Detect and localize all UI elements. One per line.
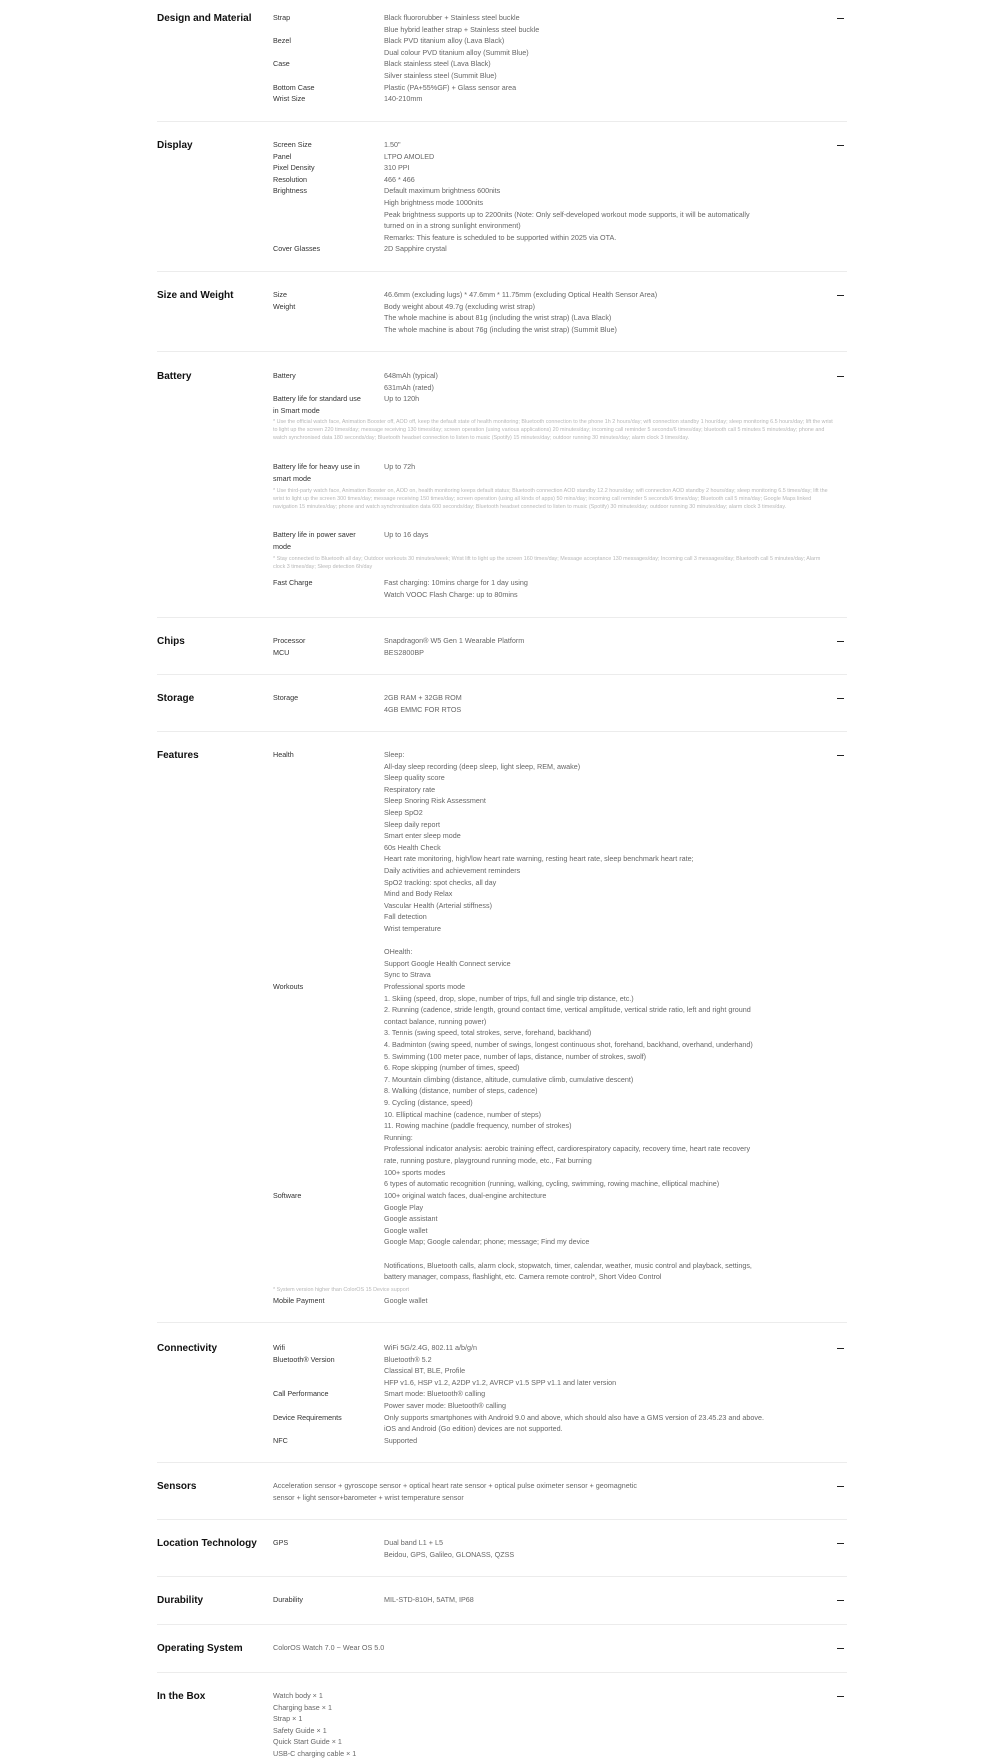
collapse-toggle-features[interactable] — [833, 749, 847, 762]
section-divider — [157, 271, 847, 272]
footnote-smart-mode: * Use the official watch face, Animation Booster off, AOD off, keep the default state of health monitoring; Bluetooth connection to the phone 1h 2 hours/day; wifi connection standby 1 hour/day; sleep monitoring 6.5 hours/day; lift the wrist to light up the screen 220 times/day; message receiving 130 times/day; screen operation (using various applications) 20 minutes/day; incoming call reminder 5 seconds/6 times/day; bluetooth call 5 minutes 5 minutes/day; phone and watch synchronised data 180 seconds/day; Bluetooth headset connection to listen to music (Spotify) 15 minutes/day; outdoor running 30 minutes/day; alarm clock 3 times/day. — [273, 419, 833, 442]
value-line: Silver stainless steel (Summit Blue) — [384, 70, 497, 80]
spec-value — [384, 185, 824, 243]
value-line: HFP v1.6, HSP v1.2, A2DP v1.2, AVRCP v1.5 SPP v1.1 and later version — [384, 1377, 617, 1387]
spec-value: Up to 72h — [384, 462, 416, 471]
section-title: Durability — [157, 1595, 204, 1606]
section-sensors — [157, 1480, 847, 1510]
section-title: Chips — [157, 636, 185, 647]
value-line: Google assistant — [384, 1214, 438, 1224]
spec-label: Processor — [273, 636, 306, 645]
value-line: 4GB EMMC FOR RTOS — [384, 704, 462, 714]
spec-value — [384, 12, 824, 35]
spec-value: 1.50" — [384, 140, 401, 149]
value-line: Wrist temperature — [384, 923, 441, 933]
spec-label: Software — [273, 1191, 302, 1200]
value-line: Watch VOOC Flash Charge: up to 80mins — [384, 589, 518, 599]
footnote-power-saver: * Stay connected to Bluetooth all day; Outdoor workouts 30 minutes/week; Wrist lift to light up the screen 160 times/day; Message acceptance 130 messages/day; Incoming call 3 messages/day; Bluetooth call 5 minutes/day; Alarm clock 3 times/day; Sleep detection 6h/day — [273, 556, 821, 571]
minus-icon — [837, 145, 844, 146]
value-line: Notifications, Bluetooth calls, alarm clock, stopwatch, timer, calendar, weather, music control and playback, settings, — [384, 1260, 752, 1270]
minus-icon — [837, 698, 844, 699]
spec-value: Snapdragon® W5 Gen 1 Wearable Platform — [384, 636, 525, 645]
value-line: Smart mode: Bluetooth® calling — [384, 1389, 486, 1399]
collapse-toggle-durability[interactable] — [833, 1594, 847, 1607]
minus-icon — [837, 376, 844, 377]
spec-value: ColorOS Watch 7.0 ~ Wear OS 5.0 — [273, 1643, 385, 1652]
value-line: Respiratory rate — [384, 784, 436, 794]
minus-icon — [837, 1348, 844, 1349]
section-title: Operating System — [157, 1643, 243, 1654]
value-line: Running: — [384, 1132, 413, 1142]
section-title: Features — [157, 750, 199, 761]
spec-label: Strap — [273, 13, 291, 22]
spec-value — [384, 577, 824, 600]
value-line: Smart enter sleep mode — [384, 831, 461, 841]
spec-value — [384, 692, 824, 715]
spec-value: LTPO AMOLED — [384, 151, 435, 161]
collapse-toggle-display[interactable] — [833, 139, 847, 152]
collapse-toggle-sensors[interactable] — [833, 1480, 847, 1493]
minus-icon — [837, 1486, 844, 1487]
section-connectivity — [157, 1342, 847, 1445]
value-line: High brightness mode 1000nits — [384, 197, 484, 207]
value-line: battery manager, compass, flashlight, etc. Camera remote control*, Short Video Control — [384, 1272, 662, 1282]
spec-label: Cover Glasses — [273, 244, 321, 254]
value-line: OHealth: — [384, 947, 413, 957]
label-line: Battery life for heavy use in — [273, 462, 360, 471]
minus-icon — [837, 295, 844, 296]
label-line: mode — [273, 541, 291, 551]
value-line: The whole machine is about 81g (including the wrist strap) (Lava Black) — [384, 313, 612, 323]
minus-icon — [837, 641, 844, 642]
value-line: Sleep daily report — [384, 819, 440, 829]
spec-label: Durability — [273, 1595, 303, 1604]
value-line: iOS and Android (Go edition) devices are not supported. — [384, 1424, 563, 1434]
collapse-toggle-location[interactable] — [833, 1537, 847, 1550]
section-storage — [157, 692, 847, 722]
spec-label: Case — [273, 59, 290, 69]
list-item: Safety Guide × 1 — [273, 1725, 327, 1735]
value-line: 5. Swimming (100 meter pace, number of laps, distance, number of strokes, swolf) — [384, 1051, 647, 1061]
spec-value: BES2800BP — [384, 647, 424, 657]
value-line: Beidou, GPS, Galileo, GLONASS, QZSS — [384, 1549, 515, 1559]
spec-label: Weight — [273, 301, 296, 311]
value-line: 7. Mountain climbing (distance, altitude, cumulative climb, cumulative descent) — [384, 1074, 634, 1084]
value-line: Acceleration sensor + gyroscope sensor + optical heart rate sensor + optical pulse oximeter sensor + geomagnetic — [273, 1481, 637, 1490]
section-divider — [157, 731, 847, 732]
spec-value — [384, 301, 824, 336]
spec-value — [384, 1537, 824, 1560]
spec-label: NFC — [273, 1435, 288, 1445]
collapse-toggle-connectivity[interactable] — [833, 1342, 847, 1355]
section-in-the-box — [157, 1690, 847, 1762]
minus-icon — [837, 18, 844, 19]
spec-value: 46.6mm (excluding lugs) * 47.6mm * 11.75mm (excluding Optical Health Sensor Area) — [384, 290, 658, 299]
spec-value: WiFi 5G/2.4G, 802.11 a/b/g/n — [384, 1343, 477, 1352]
spec-value: Google wallet — [384, 1296, 428, 1305]
section-divider — [157, 617, 847, 618]
spec-label: Bluetooth® Version — [273, 1354, 335, 1364]
spec-label: GPS — [273, 1538, 289, 1547]
spec-label: Workouts — [273, 982, 304, 991]
collapse-toggle-design[interactable] — [833, 12, 847, 25]
section-divider — [157, 1672, 847, 1673]
value-line: 10. Elliptical machine (cadence, number of steps) — [384, 1109, 542, 1119]
value-line: 100+ sports modes — [384, 1167, 446, 1177]
spec-label: Brightness — [273, 186, 307, 196]
value-line: Heart rate monitoring, high/low heart rate warning, resting heart rate, sleep benchmark heart rate; — [384, 854, 694, 864]
section-title: Location Technology — [157, 1538, 257, 1549]
spec-value: 140-210mm — [384, 94, 423, 104]
minus-icon — [837, 755, 844, 756]
spec-value — [384, 1388, 824, 1411]
value-line: Sleep: — [384, 750, 405, 759]
value-line: Mind and Body Relax — [384, 889, 453, 899]
value-line: sensor + light sensor+barometer + wrist temperature sensor — [273, 1492, 464, 1502]
value-line: Black PVD titanium alloy (Lava Black) — [384, 36, 505, 46]
value-line: 9. Cycling (distance, speed) — [384, 1097, 473, 1107]
minus-icon — [837, 1648, 844, 1649]
value-line: 4. Badminton (swing speed, number of swings, longest continuous shot, forehand, backhand, overhand, underhand) — [384, 1039, 753, 1049]
value-line: Blue hybrid leather strap + Stainless steel buckle — [384, 24, 540, 34]
section-divider — [157, 1519, 847, 1520]
section-divider — [157, 674, 847, 675]
spec-value: Up to 120h — [384, 394, 420, 404]
spec-value — [384, 58, 824, 81]
section-os — [157, 1642, 847, 1658]
value-line: Fast charging: 10mins charge for 1 day using — [384, 578, 528, 587]
value-line: Fall detection — [384, 912, 427, 922]
spec-label — [273, 461, 383, 484]
label-line: Battery life for standard use — [273, 394, 361, 404]
value-line: 6. Rope skipping (number of times, speed) — [384, 1063, 520, 1073]
spec-label: Wifi — [273, 1343, 285, 1352]
spec-label: Fast Charge — [273, 578, 313, 587]
spec-value — [384, 1190, 824, 1283]
spec-value — [384, 1354, 824, 1389]
value-line: 60s Health Check — [384, 842, 441, 852]
spec-value — [273, 1480, 693, 1503]
section-title: Display — [157, 140, 193, 151]
section-divider — [157, 1576, 847, 1577]
collapse-toggle-box[interactable] — [833, 1690, 847, 1703]
section-title: Sensors — [157, 1481, 197, 1492]
spec-label: MCU — [273, 647, 290, 657]
spec-value — [384, 981, 824, 1190]
section-location — [157, 1537, 847, 1567]
value-line: Professional indicator analysis: aerobic training effect, cardiorespiratory capacity, recovery time, heart rate recovery — [384, 1144, 751, 1154]
spec-label: Battery — [273, 371, 296, 380]
collapse-toggle-chips[interactable] — [833, 635, 847, 648]
collapse-toggle-storage[interactable] — [833, 692, 847, 705]
spec-label: Resolution — [273, 174, 307, 184]
label-line: smart mode — [273, 473, 311, 483]
value-line: Dual colour PVD titanium alloy (Summit Blue) — [384, 47, 529, 57]
value-line: Default maximum brightness 600nits — [384, 186, 501, 196]
list-item: Charging base × 1 — [273, 1702, 332, 1712]
collapse-toggle-size[interactable] — [833, 289, 847, 302]
spec-label: Size — [273, 290, 287, 299]
value-line: 8. Walking (distance, number of steps, cadence) — [384, 1086, 538, 1096]
spec-value — [384, 35, 824, 58]
value-line: 1. Skiing (speed, drop, slope, number of trips, full and single trip distance, etc.) — [384, 993, 634, 1003]
section-features — [157, 749, 847, 1309]
section-divider — [157, 1624, 847, 1625]
section-display — [157, 139, 847, 259]
footnote-software: * System version higher than ColorOS 15 Device support — [273, 1287, 410, 1293]
minus-icon — [837, 1600, 844, 1601]
spec-label: Health — [273, 750, 294, 759]
value-line: Professional sports mode — [384, 982, 466, 991]
section-divider — [157, 1462, 847, 1463]
value-line: Google Map; Google calendar; phone; message; Find my device — [384, 1237, 590, 1247]
value-line: 6 types of automatic recognition (running, walking, cycling, swimming, rowing machine, elliptical machine) — [384, 1179, 720, 1189]
value-line: Daily activities and achievement reminders — [384, 865, 521, 875]
spec-label: Pixel Density — [273, 163, 315, 173]
spec-label: Screen Size — [273, 140, 312, 149]
value-line: Support Google Health Connect service — [384, 958, 511, 968]
value-line: 2. Running (cadence, stride length, ground contact time, vertical amplitude, vertical stride ratio, left and right ground — [384, 1005, 751, 1015]
value-line: Sync to Strava — [384, 970, 431, 980]
section-title: Size and Weight — [157, 290, 234, 301]
value-line: contact balance, running power) — [384, 1016, 487, 1026]
value-line: Black fluororubber + Stainless steel buckle — [384, 13, 520, 22]
value-line: 2GB RAM + 32GB ROM — [384, 693, 462, 702]
list-item: Strap × 1 — [273, 1714, 303, 1724]
section-divider — [157, 121, 847, 122]
value-line: Sleep quality score — [384, 773, 445, 783]
spec-label: Bezel — [273, 36, 291, 46]
spec-label: Storage — [273, 693, 299, 702]
spec-value: Up to 16 days — [384, 530, 429, 539]
value-line: Vascular Health (Arterial stiffness) — [384, 900, 492, 910]
value-line: Sleep SpO2 — [384, 807, 423, 817]
value-line: Dual band L1 + L5 — [384, 1538, 443, 1547]
section-title: Storage — [157, 693, 195, 704]
section-title: Connectivity — [157, 1343, 218, 1354]
value-line: Classical BT, BLE, Profile — [384, 1366, 466, 1376]
value-line: SpO2 tracking: spot checks, all day — [384, 877, 497, 887]
list-item: Watch body × 1 — [273, 1691, 323, 1700]
minus-icon — [837, 1696, 844, 1697]
value-line: Body weight about 49.7g (excluding wrist strap) — [384, 301, 536, 311]
label-line: in Smart mode — [273, 405, 320, 415]
spec-value: 2D Sapphire crystal — [384, 244, 447, 254]
value-line: 11. Rowing machine (paddle frequency, number of strokes) — [384, 1121, 572, 1131]
value-line: All-day sleep recording (deep sleep, light sleep, REM, awake) — [384, 761, 581, 771]
collapse-toggle-os[interactable] — [833, 1642, 847, 1655]
value-line: 3. Tennis (swing speed, total strokes, serve, forehand, backhand) — [384, 1028, 592, 1038]
spec-value: 466 * 466 — [384, 174, 415, 184]
section-chips — [157, 635, 847, 665]
list-item: USB-C charging cable × 1 — [273, 1748, 357, 1758]
spec-label — [273, 393, 383, 416]
spec-value: Supported — [384, 1435, 418, 1445]
spec-label: Bottom Case — [273, 82, 315, 92]
value-line: Remarks: This feature is scheduled to be supported within 2025 via OTA. — [384, 232, 617, 242]
section-divider — [157, 351, 847, 352]
value-line: Peak brightness supports up to 2200nits (Note: Only self-developed workout mode supports, it will be automatically — [384, 209, 750, 219]
spec-label: Call Performance — [273, 1389, 329, 1399]
value-line: Power saver mode: Bluetooth® calling — [384, 1400, 506, 1410]
list-item: Quick Start Guide × 1 — [273, 1737, 342, 1747]
spec-value — [384, 749, 824, 981]
value-line — [384, 1248, 824, 1260]
spec-label: Mobile Payment — [273, 1296, 325, 1305]
spec-value: Plastic (PA+55%GF) + Glass sensor area — [384, 82, 517, 92]
section-durability — [157, 1594, 847, 1610]
spec-value — [384, 370, 824, 393]
spec-label: Panel — [273, 151, 292, 161]
section-design — [157, 12, 847, 112]
label-line: Battery life in power saver — [273, 530, 356, 539]
spec-value: MIL-STD-810H, 5ATM, IP68 — [384, 1595, 474, 1604]
value-line: 100+ original watch faces, dual-engine architecture — [384, 1191, 547, 1200]
collapse-toggle-battery[interactable] — [833, 370, 847, 383]
value-line: turned on in a strong sunlight environment) — [384, 221, 521, 231]
section-title: In the Box — [157, 1691, 206, 1702]
spec-value: 310 PPI — [384, 163, 410, 173]
spec-label — [273, 529, 383, 552]
spec-label: Wrist Size — [273, 94, 306, 104]
value-line: rate, running posture, playground running mode, etc., Fat burning — [384, 1155, 592, 1165]
value-line: 631mAh (rated) — [384, 382, 434, 392]
value-line: Bluetooth® 5.2 — [384, 1354, 432, 1364]
value-line: Google Play — [384, 1202, 424, 1212]
value-line: Only supports smartphones with Android 9.0 and above, which should also have a GMS version of 23.45.23 and above. — [384, 1412, 764, 1422]
footnote-heavy-use: * Use third-party watch face, Animation Booster on, AOD on, health monitoring keeps default status; Bluetooth connection AOD standby 12.2 hours/day; wifi connection AOD standby 2 hours/day; sleep monitoring 6.5 times/day; lift the wrist to light up the screen 300 times/day; message receiving 150 times/day; screen operation (using all kinds of apps) 50 mins/day; incoming call reminder 5 seconds/6 times/day; Bluetooth call 5 mins/day; Google Maps linked navigation 15 minutes/day; phone and watch synchronisation data 600 seconds/day; Bluetooth headset connected to listen to music (Spotify) 30 minutes/day; outdoor running 30 minutes/day; alarm clock 3 times/day. — [273, 488, 828, 511]
value-line — [384, 935, 824, 947]
value-line: Google wallet — [384, 1225, 428, 1235]
section-title: Battery — [157, 371, 192, 382]
section-title: Design and Material — [157, 13, 252, 24]
section-battery — [157, 370, 847, 600]
value-line: The whole machine is about 76g (including the wrist strap) (Summit Blue) — [384, 324, 617, 334]
spec-label: Device Requirements — [273, 1412, 342, 1422]
value-line: Sleep Snoring Risk Assessment — [384, 796, 486, 806]
box-contents-list — [273, 1690, 693, 1760]
value-line: Black stainless steel (Lava Black) — [384, 59, 491, 69]
value-line: 648mAh (typical) — [384, 371, 438, 380]
spec-value — [384, 1412, 824, 1435]
section-size-weight — [157, 289, 847, 339]
section-divider — [157, 1322, 847, 1323]
minus-icon — [837, 1543, 844, 1544]
